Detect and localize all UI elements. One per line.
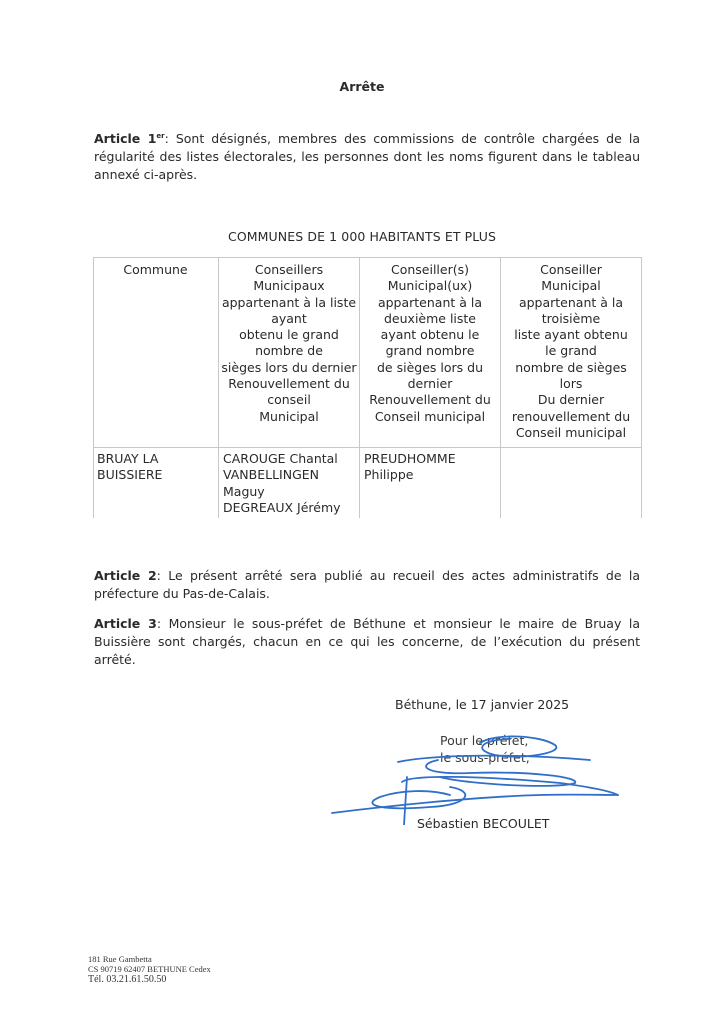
footer-address bbox=[88, 955, 211, 986]
member-name-line: PREUDHOMME bbox=[364, 451, 456, 466]
header-line: lors bbox=[559, 376, 583, 392]
header-line: Conseil municipal bbox=[374, 408, 486, 424]
commune-line: BUISSIERE bbox=[97, 467, 163, 483]
header-line: appartenant à la bbox=[377, 294, 483, 310]
table-title: COMMUNES DE 1 000 HABITANTS ET PLUS bbox=[228, 229, 496, 244]
article-1-line-2: régularité des listes électorales, les personnes dont les noms figurent dans le tableau bbox=[94, 149, 640, 165]
header-line: Conseil municipal bbox=[515, 424, 627, 440]
header-line: troisième bbox=[541, 310, 601, 326]
header-line: grand nombre bbox=[385, 343, 475, 359]
header-line: appartenant à la liste bbox=[221, 294, 357, 310]
member-name-line: Maguy bbox=[223, 483, 265, 499]
handwritten-signature bbox=[320, 725, 620, 825]
cell-commune bbox=[97, 451, 217, 484]
footer-postal: CS 90719 62407 BETHUNE Cedex bbox=[88, 963, 211, 974]
article-3-label: Article 3 bbox=[94, 616, 157, 631]
header-line: Municipaux bbox=[253, 278, 325, 294]
header-line: Municipal(ux) bbox=[387, 278, 473, 294]
footer-street: 181 Rue Gambetta bbox=[88, 954, 152, 964]
header-liste-2 bbox=[360, 262, 500, 425]
header-commune bbox=[93, 262, 218, 278]
table-col-border bbox=[641, 257, 642, 518]
signature-line-2: le sous-préfet, bbox=[440, 750, 530, 765]
signature-line-1: Pour le préfet, bbox=[440, 733, 529, 748]
header-line: Du dernier bbox=[537, 392, 605, 408]
signature-stroke bbox=[480, 736, 556, 756]
header-line: Renouvellement du bbox=[369, 392, 491, 408]
header-line: conseil bbox=[267, 392, 311, 408]
header-line: de sièges lors du bbox=[377, 359, 483, 375]
article-1-label: Article 1er bbox=[94, 131, 165, 147]
header-line: le grand bbox=[545, 343, 597, 359]
article-2-line-2: préfecture du Pas-de-Calais. bbox=[94, 586, 270, 601]
commune-line: BRUAY LA bbox=[97, 451, 159, 466]
header-line: appartenant à la bbox=[518, 294, 624, 310]
article-1-line-1: Article 1er: Sont désignés, membres des commissions de contrôle chargées de la bbox=[94, 131, 640, 147]
table-top-border bbox=[93, 257, 641, 258]
cell-liste-1 bbox=[223, 451, 357, 516]
article-3 bbox=[94, 615, 640, 669]
table-header-divider bbox=[93, 447, 641, 448]
header-line: Conseiller bbox=[540, 262, 602, 277]
table-col-border bbox=[93, 257, 94, 518]
header-line: obtenu le grand bbox=[239, 327, 339, 343]
article-3-line-3: arrêté. bbox=[94, 652, 136, 667]
header-liste-3 bbox=[501, 262, 641, 441]
header-line: ayant obtenu le bbox=[380, 327, 480, 343]
header-line: nombre de bbox=[255, 343, 323, 359]
header-liste-1 bbox=[219, 262, 359, 425]
article-2 bbox=[94, 567, 640, 603]
header-line: Municipal bbox=[541, 278, 601, 294]
article-1-line-3: annexé ci-après. bbox=[94, 167, 198, 183]
place-date: Béthune, le 17 janvier 2025 bbox=[395, 697, 570, 712]
designation-table bbox=[93, 257, 641, 518]
header-line: dernier bbox=[407, 376, 453, 392]
footer-phone: Tél. 03.21.61.50.50 bbox=[88, 974, 167, 985]
member-name-line: DEGREAUX Jérémy bbox=[223, 499, 341, 515]
article-1 bbox=[94, 127, 640, 184]
article-2-label: Article 2 bbox=[94, 568, 157, 583]
article-2-line-1: Article 2: Le présent arrêté sera publié au recueil des actes administratifs de la bbox=[94, 568, 640, 583]
article-3-line-1: Article 3: Monsieur le sous-préfet de Béthune et monsieur le maire de Bruay la bbox=[94, 616, 640, 631]
header-line: Commune bbox=[123, 262, 188, 277]
signature-stroke bbox=[332, 795, 618, 813]
document-title: Arrête bbox=[339, 79, 385, 94]
signature-stroke bbox=[398, 756, 590, 762]
header-line: ayant bbox=[271, 310, 307, 326]
header-line: Conseiller(s) bbox=[390, 262, 469, 277]
member-name-line: CAROUGE Chantal bbox=[223, 451, 338, 466]
header-line: Municipal bbox=[259, 408, 319, 424]
header-line: renouvellement du bbox=[511, 408, 631, 424]
signature-stroke bbox=[404, 777, 407, 825]
header-line: liste ayant obtenu bbox=[514, 327, 628, 343]
header-line: nombre de sièges bbox=[515, 359, 627, 375]
header-line: Conseillers bbox=[254, 262, 324, 277]
header-line: Renouvellement du bbox=[228, 376, 350, 392]
article-3-line-2: Buissière sont chargés, chacun en ce qui les concerne, de l’exécution du présent bbox=[94, 634, 640, 649]
member-name-line: Philippe bbox=[364, 467, 414, 483]
header-line: sièges lors du dernier bbox=[221, 359, 357, 375]
header-line: deuxième liste bbox=[384, 310, 476, 326]
signatory-name: Sébastien BECOULET bbox=[417, 816, 550, 831]
signature-stroke bbox=[372, 787, 465, 808]
cell-liste-2 bbox=[364, 451, 498, 484]
member-name-line: VANBELLINGEN bbox=[223, 467, 320, 483]
